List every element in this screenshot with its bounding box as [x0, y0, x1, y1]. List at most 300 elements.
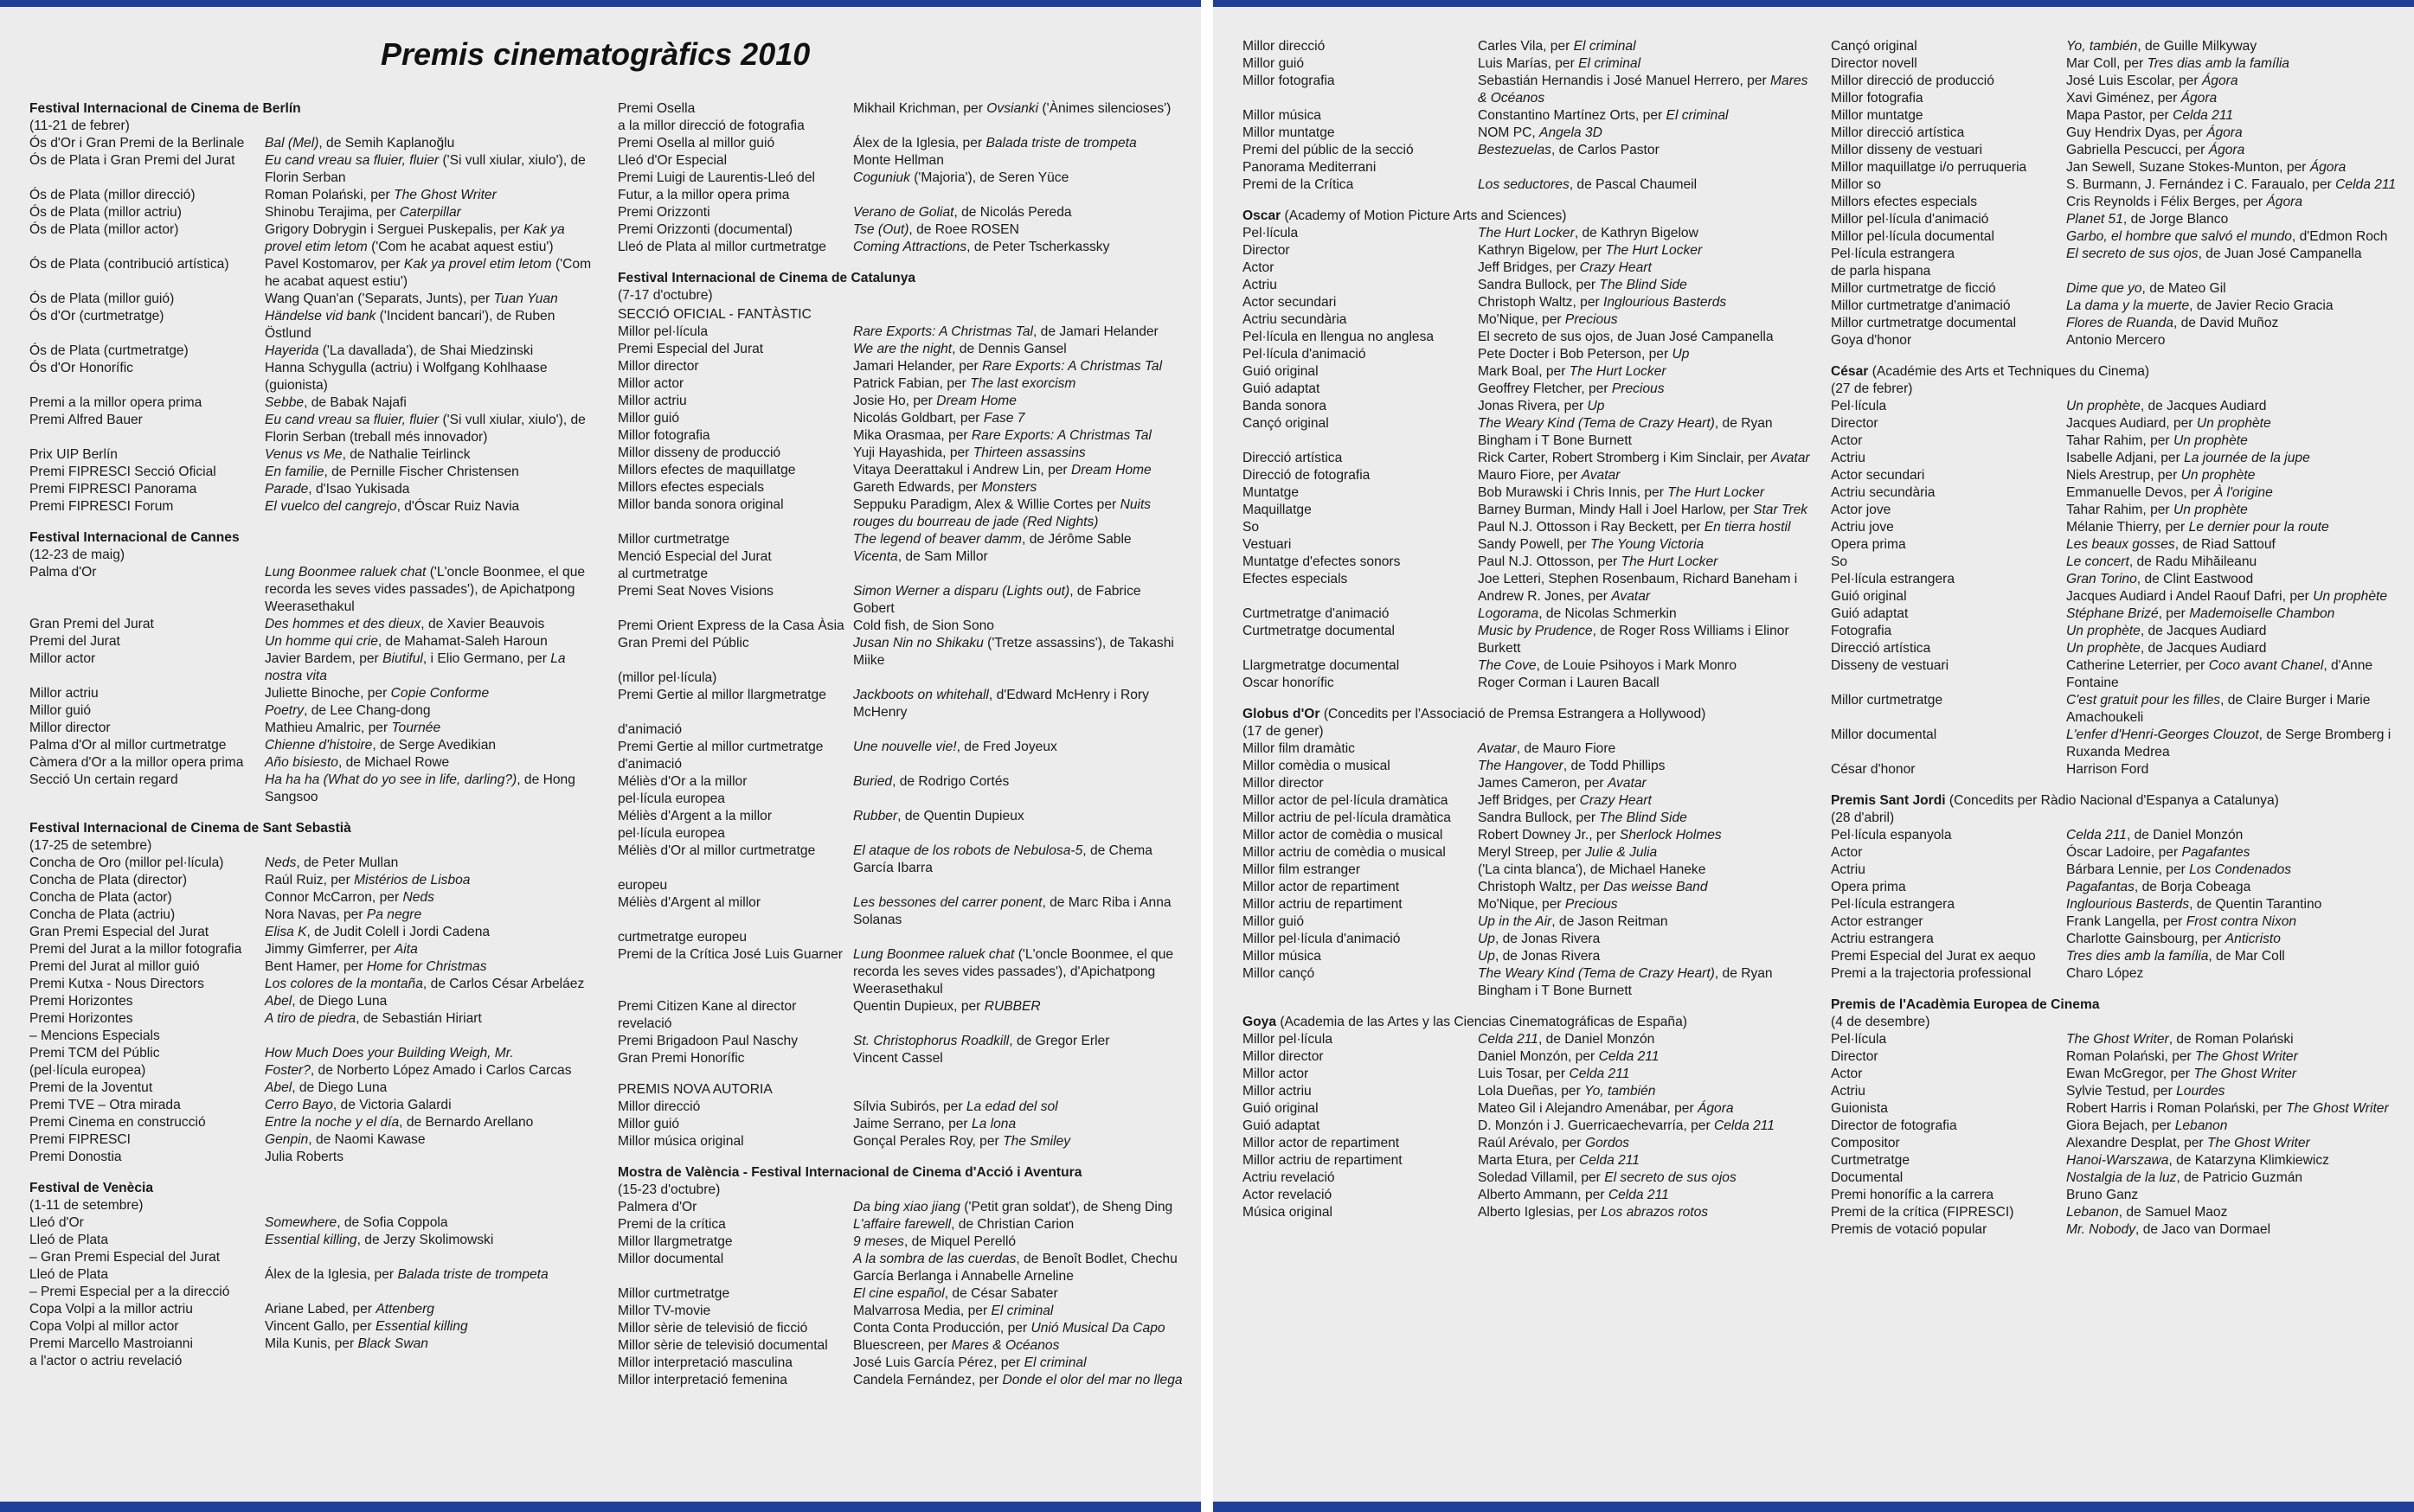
winner-text: Álex de la Iglesia, per — [265, 1267, 398, 1282]
film-title: Dream Home — [1070, 463, 1152, 477]
award-section — [1831, 792, 2398, 983]
award-winner — [2066, 536, 2398, 554]
award-row — [1831, 571, 2398, 588]
award-row — [1242, 1031, 1810, 1048]
award-section — [618, 1081, 1185, 1150]
winner-text: Mo'Nique, per — [1478, 897, 1565, 912]
award-category: Millor guió — [29, 703, 92, 718]
film-title: Avatar — [1770, 451, 1810, 465]
award-row — [1831, 398, 2398, 415]
film-title: Das weisse Band — [1603, 880, 1708, 894]
award-category: Millor disseny de vestuari — [1831, 143, 1983, 157]
award-category: Director — [1242, 243, 1290, 258]
film-title: Celda 211 — [2066, 828, 2127, 842]
section-name: Festival Internacional de Cinema de Catalunya — [618, 271, 916, 285]
winner-text: ('Petit gran soldat'), de Sheng Ding — [960, 1200, 1173, 1214]
award-winner — [1478, 450, 1810, 467]
film-title: Abel — [265, 994, 292, 1009]
winner-text: ('Com he acabat aquest estiu') — [367, 240, 554, 254]
award-category: Actor — [1831, 1067, 1863, 1081]
award-winner — [265, 1080, 597, 1097]
film-title: Inglourious Basterds — [2066, 897, 2190, 912]
award-winner — [853, 170, 1185, 187]
award-row — [618, 946, 1185, 998]
winner-text: , de Carlos Pastor — [1550, 143, 1660, 157]
award-category: Méliès d'Argent al millor — [618, 895, 761, 910]
award-category: Premi de la Joventut — [29, 1080, 153, 1095]
award-category: Premi FIPRESCI Secció Oficial — [29, 464, 216, 479]
award-winner — [1478, 415, 1810, 450]
winner-text: Cris Reynolds i Félix Berges, per — [2066, 195, 2267, 209]
award-category: Muntatge — [1242, 485, 1300, 500]
film-title: Precious — [1564, 897, 1618, 912]
film-title: Precious — [1564, 312, 1618, 327]
award-category: Director novell — [1831, 56, 1917, 71]
award-row — [1242, 1100, 1810, 1118]
award-category: Opera prima — [1831, 537, 1906, 552]
award-winner — [1478, 844, 1810, 862]
winner-text: Sylvie Testud, per — [2066, 1084, 2177, 1099]
winner-text: Patrick Fabian, per — [853, 376, 971, 391]
film-title: Eu cand vreau sa fluier, fluier — [265, 413, 440, 427]
award-winner — [2066, 55, 2398, 73]
award-winner — [265, 187, 597, 204]
film-title: La lona — [971, 1117, 1017, 1131]
winner-text: Sebastián Hernandis i José Manuel Herrero, per — [1478, 74, 1771, 88]
award-category: Palma d'Or al millor curtmetratge — [29, 738, 227, 753]
award-row — [1242, 277, 1810, 294]
award-category: Millor maquillatge i/o perruqueria — [1831, 160, 2027, 175]
award-category: Ós de Plata (contribució artística) — [29, 257, 229, 272]
award-winner — [853, 756, 1185, 773]
award-winner — [1478, 675, 1810, 692]
film-title: El secreto de sus ojos — [1604, 1170, 1737, 1185]
award-row — [618, 445, 1185, 462]
winner-text: Gabriella Pescucci, per — [2066, 143, 2209, 157]
film-title: Thirteen assassins — [973, 445, 1086, 460]
winner-text: , de Ryan Bingham i T Bone Burnett — [1478, 416, 1773, 448]
award-category: Millor so — [1831, 177, 1882, 192]
winner-text: , de Mateo Gil — [2141, 281, 2226, 296]
film-title: Foster? — [265, 1063, 311, 1078]
winner-text: Malvarrosa Media, per — [853, 1304, 992, 1318]
award-category: Càmera d'Or a la millor opera prima — [29, 755, 244, 770]
award-winner — [2066, 862, 2398, 879]
award-row — [1242, 176, 1810, 194]
award-winner — [2066, 623, 2398, 640]
award-category: Gran Premi del Públic — [618, 636, 749, 650]
award-row — [1242, 792, 1810, 810]
film-title: Rare Exports: A Christmas Tal — [853, 324, 1033, 339]
award-row — [1831, 280, 2398, 298]
award-category: Opera prima — [1831, 880, 1906, 894]
award-winner — [1478, 311, 1810, 329]
film-title: Buried — [853, 774, 893, 789]
section-name: Premis de l'Acadèmia Europea de Cinema — [1831, 997, 2100, 1012]
film-title: Rare Exports: A Christmas Tal — [982, 359, 1163, 374]
award-winner — [853, 1033, 1185, 1050]
award-row — [1242, 965, 1810, 1000]
award-row — [1831, 194, 2398, 211]
winner-text: , de Juan José Campanella — [2198, 247, 2362, 261]
winner-text: Jimmy Gimferrer, per — [265, 942, 395, 957]
winner-text: Niels Arestrup, per — [2066, 468, 2181, 483]
winner-text: Óscar Ladoire, per — [2066, 845, 2182, 860]
award-row — [618, 773, 1185, 791]
section-name: César — [1831, 364, 1869, 379]
winner-text: Carles Vila, per — [1478, 39, 1574, 54]
award-category: Premi del públic de la secció — [1242, 143, 1414, 157]
award-row — [29, 772, 597, 806]
award-category: Millor guió — [618, 411, 680, 426]
award-winner — [853, 842, 1185, 877]
winner-text: Jaime Serrano, per — [853, 1117, 972, 1131]
winner-text: Charo López — [2066, 966, 2144, 981]
section-date: (17 de gener) — [1242, 724, 1324, 739]
film-title: The Blind Side — [1599, 810, 1687, 825]
award-winner — [265, 855, 597, 872]
award-row — [1831, 450, 2398, 467]
award-winner — [2066, 450, 2398, 467]
film-title: Unió Musical Da Capo — [1030, 1321, 1165, 1336]
winner-text: , de Mauro Fiore — [1516, 741, 1616, 756]
award-winner — [2066, 727, 2398, 761]
winner-text: Vincent Gallo, per — [265, 1319, 376, 1334]
award-category: Premi Especial del Jurat ex aequo — [1831, 949, 2036, 964]
film-title: Crazy Heart — [1579, 793, 1652, 808]
award-row — [29, 564, 597, 616]
award-row — [618, 1099, 1185, 1116]
award-category: Actor — [1242, 260, 1274, 275]
winner-text: Harrison Ford — [2066, 762, 2149, 777]
winner-text: Gareth Edwards, per — [853, 480, 982, 495]
award-category: Concha de Plata (actor) — [29, 890, 172, 905]
award-category: Millor actriu de repartiment — [1242, 1153, 1403, 1168]
award-category: Millor actriu de comèdia o musical — [1242, 845, 1446, 860]
winner-text: Julia Roberts — [265, 1150, 344, 1164]
film-title: Da bing xiao jiang — [853, 1200, 960, 1214]
award-category: Actriu — [1242, 278, 1277, 292]
award-category: Menció Especial del Jurat — [618, 549, 772, 564]
award-category: Oscar honorífic — [1242, 676, 1334, 690]
award-category: d'animació — [618, 757, 683, 772]
award-winner — [853, 635, 1185, 670]
award-category: Guió original — [1242, 364, 1319, 379]
film-title: Tres dies amb la família — [2066, 949, 2209, 964]
film-title: How Much Does your Building Weigh, Mr. — [265, 1046, 514, 1060]
award-winner — [1478, 346, 1810, 363]
award-category: Curtmetratge d'animació — [1242, 606, 1390, 621]
award-category: Secció Un certain regard — [29, 772, 178, 787]
winner-text: Josie Ho, per — [853, 394, 937, 408]
award-winner — [853, 152, 1185, 170]
section-heading — [29, 1180, 597, 1197]
award-category: Millor banda sonora original — [618, 497, 784, 512]
award-row — [29, 291, 597, 308]
award-winner — [853, 358, 1185, 375]
winner-text: , de Gregor Erler — [1009, 1034, 1110, 1048]
film-title: Los abrazos rotos — [1601, 1205, 1709, 1220]
award-category: Pel·lícula estrangera — [1831, 247, 1955, 261]
film-title: A tiro de piedra — [265, 1011, 356, 1026]
award-category: Concha de Plata (actriu) — [29, 907, 176, 922]
award-row — [618, 187, 1185, 204]
award-row — [1831, 415, 2398, 432]
award-row — [29, 481, 597, 498]
award-row — [1831, 761, 2398, 778]
section-subheading: PREMIS NOVA AUTORIA — [618, 1082, 773, 1097]
film-title: Les bessones del carrer ponent — [853, 895, 1043, 910]
award-category: Millor actriu — [29, 686, 99, 701]
award-category: Millor curtmetratge d'animació — [1831, 298, 2011, 313]
winner-text: Constantino Martínez Orts, per — [1478, 108, 1666, 123]
section-heading — [618, 270, 1185, 287]
award-category: Premi Kutxa - Nous Directors — [29, 977, 204, 991]
section-description: (Academia de las Artes y las Ciencias Cinematográficas de España) — [1276, 1015, 1687, 1029]
winner-text: Juliette Binoche, per — [265, 686, 391, 701]
award-row — [618, 929, 1185, 946]
award-category: Gran Premi Honorífic — [618, 1051, 745, 1066]
winner-text: Jonas Rivera, per — [1478, 399, 1588, 413]
award-row — [1242, 519, 1810, 536]
film-title: El vuelco del cangrejo — [265, 499, 397, 514]
film-title: Des hommes et des dieux — [265, 617, 421, 631]
award-winner — [265, 135, 597, 152]
winner-text: Emmanuelle Devos, per — [2066, 485, 2214, 500]
winner-text: NOM PC, — [1478, 125, 1540, 140]
film-title: Ágora — [2208, 143, 2245, 157]
award-row — [618, 1133, 1185, 1150]
award-winner — [853, 877, 1185, 894]
award-winner — [2066, 280, 2398, 298]
winner-text: Raúl Ruiz, per — [265, 873, 355, 887]
award-winner — [265, 360, 597, 394]
film-title: Parade — [265, 482, 309, 497]
award-winner — [2066, 1187, 2398, 1204]
film-title: Donde el olor del mar no llega — [1002, 1373, 1183, 1387]
award-row — [618, 462, 1185, 479]
winner-text: Charlotte Gainsbourg, per — [2066, 932, 2225, 946]
film-title: La dama y la muerte — [2066, 298, 2190, 313]
award-category: Concha de Oro (millor pel·lícula) — [29, 855, 224, 870]
award-row — [618, 1372, 1185, 1389]
film-title: The Hurt Locker — [1569, 364, 1666, 379]
award-row — [1831, 332, 2398, 349]
award-category: Premi FIPRESCI Forum — [29, 499, 174, 514]
winner-text: , de Jacques Audiard — [2140, 624, 2267, 638]
award-category: Copa Volpi a la millor actriu — [29, 1302, 193, 1317]
film-title: The Ghost Writer — [2066, 1032, 2169, 1047]
award-category: Cançó original — [1831, 39, 1917, 54]
winner-text: Bluescreen, per — [853, 1338, 952, 1353]
award-category: Millor director — [29, 721, 111, 735]
film-title: El criminal — [1578, 56, 1641, 71]
film-title: Les beaux gosses — [2066, 537, 2175, 552]
film-title: Yo, también — [2066, 39, 2138, 54]
award-winner — [853, 894, 1185, 929]
award-winner — [853, 1233, 1185, 1251]
award-category: Millor actriu de repartiment — [1242, 897, 1403, 912]
award-row — [1242, 758, 1810, 775]
film-title: RUBBER — [984, 999, 1041, 1014]
award-category: – Gran Premi Especial del Jurat — [29, 1250, 221, 1265]
winner-text: Ewan McGregor, per — [2066, 1067, 2194, 1081]
award-category: Banda sonora — [1242, 399, 1327, 413]
film-title: The Hurt Locker — [1478, 226, 1575, 240]
award-category: Actor — [1831, 433, 1863, 448]
film-title: Un prophète — [2180, 468, 2256, 483]
award-winner — [1478, 931, 1810, 948]
section-name: Oscar — [1242, 208, 1281, 223]
award-winner — [1478, 294, 1810, 311]
award-row — [1242, 450, 1810, 467]
award-category: Premi Alfred Bauer — [29, 413, 143, 427]
award-row — [1242, 1152, 1810, 1169]
award-category: Millor música original — [618, 1134, 744, 1149]
winner-text: Frank Langella, per — [2066, 914, 2186, 929]
award-winner — [265, 889, 597, 907]
award-category: Millor actriu — [618, 394, 687, 408]
award-winner — [853, 375, 1185, 393]
award-category: Curtmetratge — [1831, 1153, 1910, 1168]
award-row — [1831, 38, 2398, 55]
award-category: Millor comèdia o musical — [1242, 759, 1390, 773]
winner-text: , de Naomi Kawase — [308, 1132, 426, 1147]
award-row — [29, 308, 597, 343]
film-title: Bestezuelas — [1478, 143, 1551, 157]
award-row — [1242, 1187, 1810, 1204]
winner-text: Sandra Bullock, per — [1478, 278, 1600, 292]
award-winner — [265, 772, 597, 806]
award-category: Curtmetratge documental — [1242, 624, 1395, 638]
award-category: Premi de la crítica — [618, 1217, 726, 1232]
winner-text: Bruno Ganz — [2066, 1188, 2139, 1202]
award-category: Actriu secundària — [1831, 485, 1936, 500]
award-row — [618, 170, 1185, 187]
winner-text: Quentin Dupieux, per — [853, 999, 985, 1014]
award-category: Gran Premi del Jurat — [29, 617, 154, 631]
award-row — [1242, 1066, 1810, 1083]
award-winner — [265, 1318, 597, 1336]
film-title: Star Trek — [1753, 503, 1808, 517]
film-title: Music by Prudence — [1478, 624, 1593, 638]
section-date: (7-17 d'octubre) — [618, 288, 713, 303]
award-winner — [265, 720, 597, 737]
award-winner — [1478, 758, 1810, 775]
page-title: Premis cinematogràfics 2010 — [381, 36, 811, 72]
award-category: Millor música — [1242, 108, 1321, 123]
film-title: Mademoiselle Chambon — [2189, 606, 2335, 621]
award-winner — [853, 479, 1185, 497]
award-winner — [265, 941, 597, 958]
award-row — [1242, 913, 1810, 931]
winner-text: , de Victoria Galardi — [332, 1098, 452, 1112]
film-title: The Weary Kind (Tema de Crazy Heart) — [1478, 966, 1715, 981]
award-row — [618, 635, 1185, 670]
award-category: Premi Marcello Mastroianni — [29, 1336, 193, 1351]
award-winner — [853, 946, 1185, 998]
award-winner — [265, 1284, 597, 1301]
film-title: The Ghost Writer — [2193, 1067, 2297, 1081]
award-winner — [2066, 571, 2398, 588]
award-winner — [1478, 467, 1810, 484]
section-description: (Concedits per Ràdio Nacional d'Espanya a Catalunya) — [1945, 793, 2279, 808]
film-title: Coco avant Chanel — [2208, 658, 2324, 673]
award-category: Premi Osella — [618, 101, 696, 116]
award-category: Premi Osella al millor guió — [618, 136, 775, 151]
award-row — [618, 739, 1185, 756]
award-row — [618, 1199, 1185, 1216]
award-winner — [265, 1097, 597, 1114]
film-title: Celda 211 — [1608, 1188, 1669, 1202]
award-winner — [853, 1015, 1185, 1033]
film-title: Los Condenados — [2189, 862, 2292, 877]
section-description: (Académie des Arts et Techniques du Cinema) — [1868, 364, 2150, 379]
award-winner — [853, 618, 1185, 635]
award-row — [1831, 862, 2398, 879]
film-title: St. Christophorus Roadkill — [853, 1034, 1010, 1048]
film-title: Balada triste de trompeta — [986, 136, 1137, 151]
award-row — [618, 1116, 1185, 1133]
award-row — [29, 1232, 597, 1249]
film-title: Genpin — [265, 1132, 309, 1147]
award-row — [1242, 1169, 1810, 1187]
winner-text: Paul N.J. Ottosson, per — [1478, 554, 1621, 569]
film-title: The Ghost Writer — [2285, 1101, 2389, 1116]
film-title: Avatar — [1478, 741, 1517, 756]
award-winner — [1478, 1083, 1810, 1100]
award-category: Premi Citizen Kane al director — [618, 999, 797, 1014]
award-category: Ós de Plata (millor guió) — [29, 292, 175, 306]
winner-text: Bent Hamer, per — [265, 959, 367, 974]
award-category: Millor actor de repartiment — [1242, 880, 1400, 894]
award-winner — [2066, 879, 2398, 896]
award-row — [1831, 692, 2398, 727]
section-heading — [1242, 208, 1810, 225]
award-row — [29, 135, 597, 152]
winner-text: , de Roee ROSEN — [908, 222, 1019, 237]
film-title: Poetry — [265, 703, 305, 718]
award-category: Lleó d'Or Especial — [618, 153, 728, 168]
winner-text: , de Pernille Fischer Christensen — [324, 464, 519, 479]
award-category: Palma d'Or — [29, 565, 97, 580]
section-heading — [1242, 1014, 1810, 1031]
award-row — [618, 1355, 1185, 1372]
award-row — [618, 894, 1185, 929]
section-date: (11-21 de febrer) — [29, 119, 130, 133]
award-row — [618, 239, 1185, 256]
award-row — [29, 412, 597, 446]
winner-text: , de Chema García Ibarra — [853, 843, 1152, 875]
winner-text: Vincent Cassel — [853, 1051, 943, 1066]
award-category: Millor muntatge — [1242, 125, 1335, 140]
film-title: Ha ha ha (What do yo see in life, darling?) — [265, 772, 517, 787]
winner-text: Barney Burman, Mindy Hall i Joel Harlow, per — [1478, 503, 1754, 517]
award-winner — [265, 343, 597, 360]
film-title: Une nouvelle vie! — [853, 740, 957, 754]
section-description: (Academy of Motion Picture Arts and Sciences) — [1281, 208, 1567, 223]
award-row — [1831, 1031, 2398, 1048]
film-title: Pagafantes — [2181, 845, 2250, 860]
award-row — [1831, 176, 2398, 194]
winner-text: ('L'oncle Boonmee, el que recorda les seves vides passades'), de Apichatpong Weerasethakul — [265, 565, 586, 614]
award-section — [29, 100, 597, 516]
award-section — [29, 1180, 597, 1370]
award-category: Actor jove — [1831, 503, 1891, 517]
award-row — [618, 1050, 1185, 1067]
film-title: Gran Torino — [2066, 572, 2137, 586]
award-row — [1831, 246, 2398, 263]
